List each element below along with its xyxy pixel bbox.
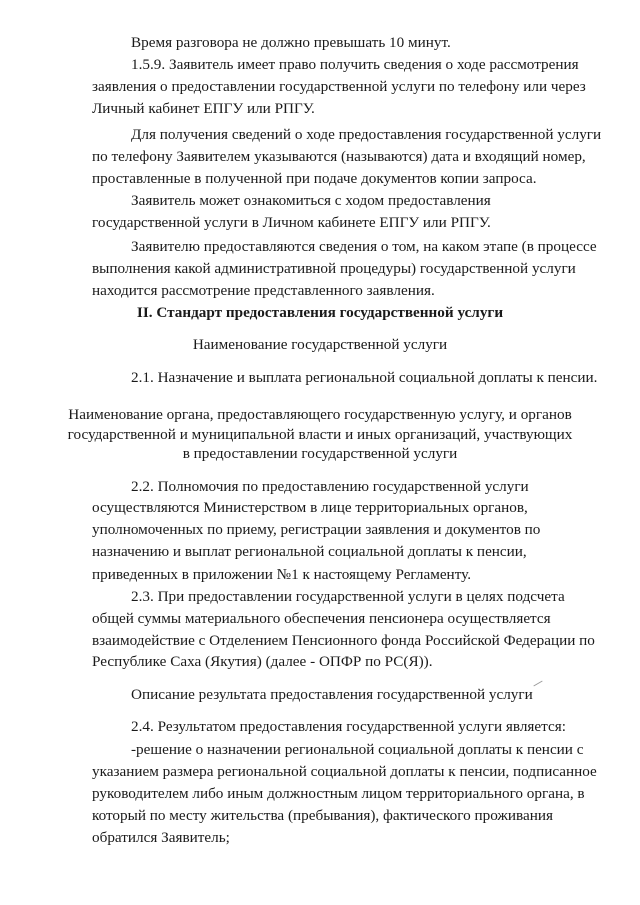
subsection-heading: Наименование государственной услуги [192,336,448,353]
subsection-heading: Наименование органа, предоставляющего государственную услугу, и органов [68,406,572,423]
text-line: выполнения какой административной процедуры) государственной услуги [92,260,576,277]
text-line: Заявителю предоставляются сведения о том, на каком этапе (в процессе [131,238,597,255]
text-line: взаимодействие с Отделением Пенсионного фонда Российской Федерации по [92,632,595,649]
subsection-heading: Описание результата предоставления государственной услуги [131,686,533,703]
text-line: назначению и выплат региональной социальной доплаты к пенсии, [92,543,527,560]
text-line: приведенных в приложении №1 к настоящему Регламенту. [92,566,471,583]
subsection-heading: государственной и муниципальной власти и иных организаций, участвующих [67,426,573,443]
text-line: 2.2. Полномочия по предоставлению государственной услуги [131,478,529,495]
text-line: находится рассмотрение представленного заявления. [92,282,435,299]
text-line: 2.3. При предоставлении государственной услуги в целях подсчета [131,588,565,605]
text-line: проставленные в полученной при подаче документов копии запроса. [92,170,537,187]
text-line: который по месту жительства (пребывания), фактического проживания [92,807,553,824]
text-line: Время разговора не должно превышать 10 минут. [131,34,451,51]
text-line: Республике Саха (Якутия) (далее - ОПФР по РС(Я)). [92,653,433,670]
text-line: руководителем либо иным должностным лицом территориального органа, в [92,785,585,802]
text-line: 2.4. Результатом предоставления государственной услуги является: [131,718,566,735]
text-line: государственной услуги в Личном кабинете ЕПГУ или РПГУ. [92,214,491,231]
text-line: по телефону Заявителем указываются (называются) дата и входящий номер, [92,148,586,165]
text-line: 2.1. Назначение и выплата региональной социальной доплаты к пенсии. [131,369,598,386]
text-line: 1.5.9. Заявитель имеет право получить сведения о ходе рассмотрения [131,56,579,73]
subsection-heading: в предоставлении государственной услуги [182,445,458,462]
text-line: заявления о предоставлении государственной услуги по телефону или через [92,78,586,95]
text-line: указанием размера региональной социальной доплаты к пенсии, подписанное [92,763,597,780]
text-line: уполномоченных по приему, регистрации заявления и документов по [92,521,541,538]
text-line: осуществляются Министерством в лице территориальных органов, [92,499,528,516]
text-line: -решение о назначении региональной социальной доплаты к пенсии с [131,741,584,758]
text-line: Личный кабинет ЕПГУ или РПГУ. [92,100,315,117]
text-line: общей суммы материального обеспечения пенсионера осуществляется [92,610,551,627]
text-line: обратился Заявитель; [92,829,230,846]
section-heading: II. Стандарт предоставления государственной услуги [136,304,504,321]
text-line: Для получения сведений о ходе предоставления государственной услуги [131,126,602,143]
text-line: Заявитель может ознакомиться с ходом предоставления [131,192,491,209]
